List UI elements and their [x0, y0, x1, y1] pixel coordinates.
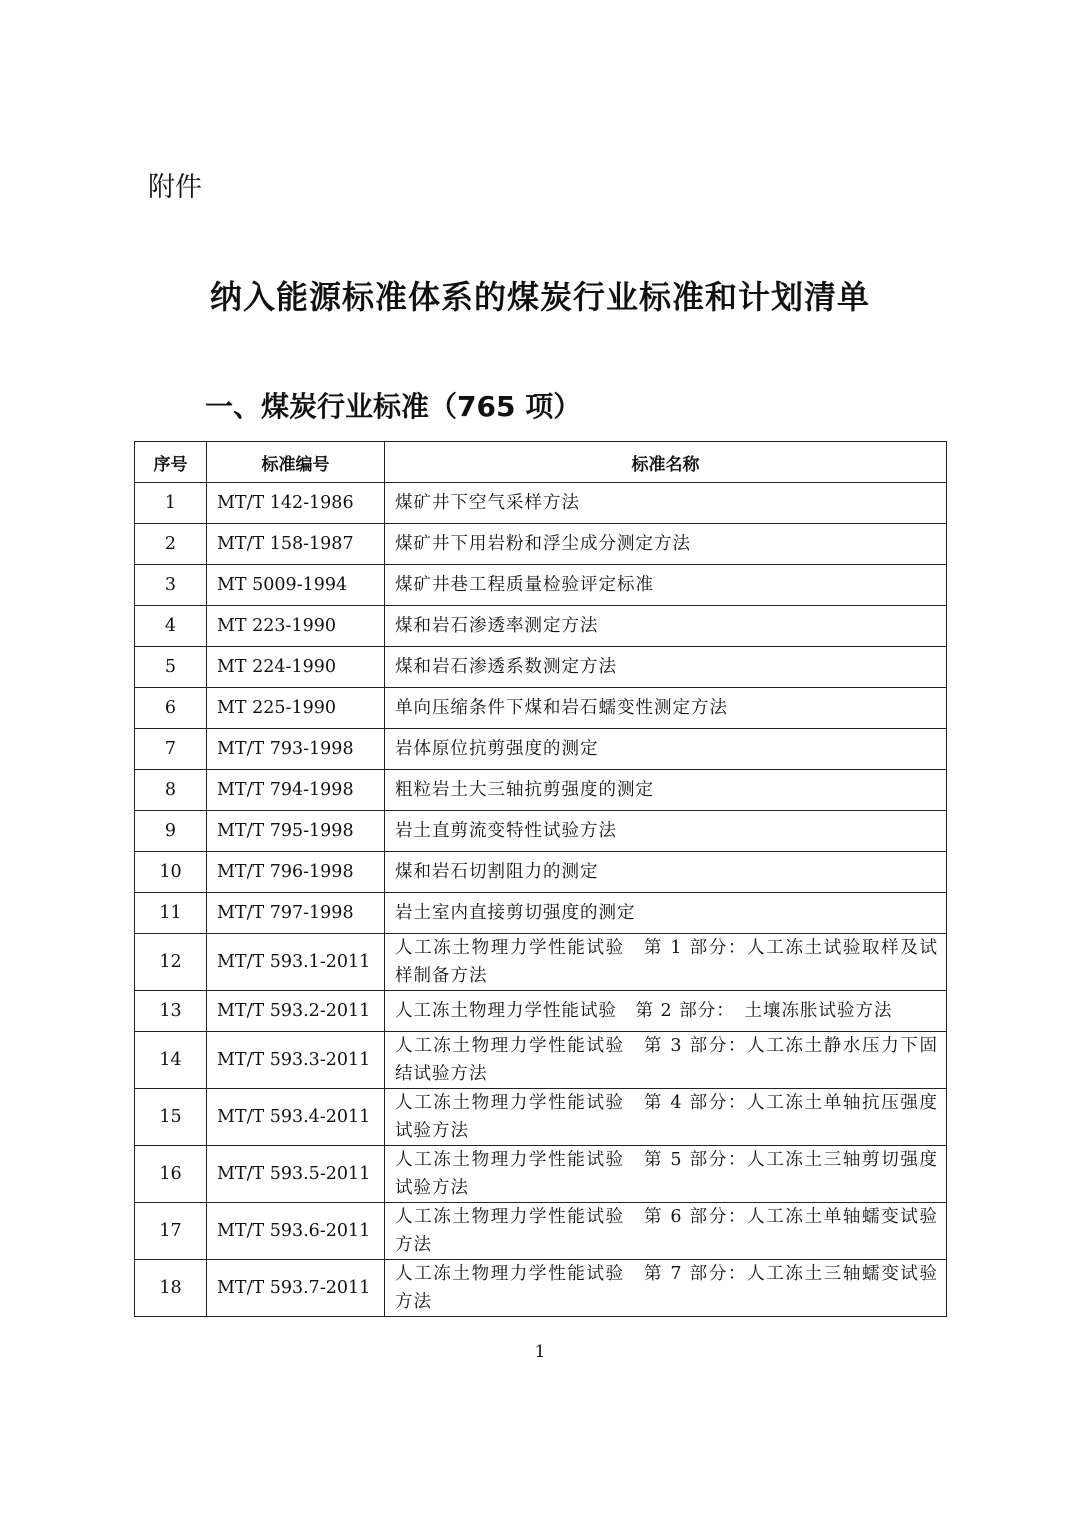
row-name: 煤和岩石渗透系数测定方法 [385, 647, 947, 688]
row-code: MT/T 593.5-2011 [207, 1146, 385, 1203]
row-seq: 1 [135, 483, 207, 524]
row-name: 人工冻土物理力学性能试验 第 6 部分：人工冻土单轴蠕变试验方法 [385, 1203, 947, 1260]
table-header-row [135, 442, 947, 483]
table-row [135, 606, 947, 647]
table-row [135, 1146, 947, 1203]
row-code: MT/T 794-1998 [207, 770, 385, 811]
row-code: MT/T 793-1998 [207, 729, 385, 770]
row-name: 人工冻土物理力学性能试验 第 5 部分：人工冻土三轴剪切强度试验方法 [385, 1146, 947, 1203]
row-code: MT/T 593.6-2011 [207, 1203, 385, 1260]
row-code: MT 225-1990 [207, 688, 385, 729]
header-code: 标准编号 [207, 442, 385, 483]
table-row [135, 1203, 947, 1260]
table-row [135, 565, 947, 606]
row-seq: 15 [135, 1089, 207, 1146]
table-row [135, 852, 947, 893]
table-row [135, 934, 947, 991]
row-seq: 16 [135, 1146, 207, 1203]
row-name: 单向压缩条件下煤和岩石蠕变性测定方法 [385, 688, 947, 729]
table-row [135, 770, 947, 811]
row-name: 人工冻土物理力学性能试验 第 3 部分：人工冻土静水压力下固结试验方法 [385, 1032, 947, 1089]
row-seq: 18 [135, 1260, 207, 1317]
header-name: 标准名称 [385, 442, 947, 483]
table-row [135, 811, 947, 852]
row-name: 人工冻土物理力学性能试验 第 4 部分：人工冻土单轴抗压强度试验方法 [385, 1089, 947, 1146]
row-code: MT 223-1990 [207, 606, 385, 647]
row-seq: 14 [135, 1032, 207, 1089]
row-code: MT/T 593.1-2011 [207, 934, 385, 991]
row-seq: 17 [135, 1203, 207, 1260]
row-name: 岩土室内直接剪切强度的测定 [385, 893, 947, 934]
page-number: 1 [534, 1342, 546, 1362]
row-seq: 13 [135, 991, 207, 1032]
table-row [135, 524, 947, 565]
table-row [135, 1260, 947, 1317]
row-seq: 12 [135, 934, 207, 991]
table-row [135, 483, 947, 524]
row-seq: 2 [135, 524, 207, 565]
row-name: 煤矿井巷工程质量检验评定标准 [385, 565, 947, 606]
row-code: MT/T 158-1987 [207, 524, 385, 565]
table-row [135, 729, 947, 770]
row-name: 煤矿井下空气采样方法 [385, 483, 947, 524]
row-seq: 11 [135, 893, 207, 934]
row-name: 煤和岩石渗透率测定方法 [385, 606, 947, 647]
document-title: 纳入能源标准体系的煤炭行业标准和计划清单 [209, 278, 870, 316]
row-name: 粗粒岩土大三轴抗剪强度的测定 [385, 770, 947, 811]
table-row [135, 893, 947, 934]
row-code: MT/T 796-1998 [207, 852, 385, 893]
row-name: 岩土直剪流变特性试验方法 [385, 811, 947, 852]
row-name: 煤和岩石切割阻力的测定 [385, 852, 947, 893]
row-name: 人工冻土物理力学性能试验 第 1 部分：人工冻土试验取样及试样制备方法 [385, 934, 947, 991]
table-row [135, 1089, 947, 1146]
row-name: 人工冻土物理力学性能试验 第 7 部分：人工冻土三轴蠕变试验方法 [385, 1260, 947, 1317]
row-name: 煤矿井下用岩粉和浮尘成分测定方法 [385, 524, 947, 565]
row-code: MT/T 797-1998 [207, 893, 385, 934]
row-code: MT 224-1990 [207, 647, 385, 688]
row-seq: 8 [135, 770, 207, 811]
row-code: MT/T 142-1986 [207, 483, 385, 524]
row-code: MT/T 593.2-2011 [207, 991, 385, 1032]
table-row [135, 991, 947, 1032]
row-code: MT 5009-1994 [207, 565, 385, 606]
row-code: MT/T 593.7-2011 [207, 1260, 385, 1317]
row-seq: 7 [135, 729, 207, 770]
row-seq: 3 [135, 565, 207, 606]
row-seq: 6 [135, 688, 207, 729]
row-name: 人工冻土物理力学性能试验 第 2 部分： 土壤冻胀试验方法 [385, 991, 947, 1032]
table-row [135, 1032, 947, 1089]
attachment-label: 附件 [148, 172, 202, 203]
row-code: MT/T 593.3-2011 [207, 1032, 385, 1089]
header-seq: 序号 [135, 442, 207, 483]
row-seq: 10 [135, 852, 207, 893]
row-seq: 5 [135, 647, 207, 688]
section-title: 一、煤炭行业标准（765 项） [205, 390, 582, 423]
row-code: MT/T 593.4-2011 [207, 1089, 385, 1146]
row-seq: 9 [135, 811, 207, 852]
table-row [135, 647, 947, 688]
row-seq: 4 [135, 606, 207, 647]
row-name: 岩体原位抗剪强度的测定 [385, 729, 947, 770]
standards-table [134, 441, 947, 1317]
row-code: MT/T 795-1998 [207, 811, 385, 852]
table-row [135, 688, 947, 729]
